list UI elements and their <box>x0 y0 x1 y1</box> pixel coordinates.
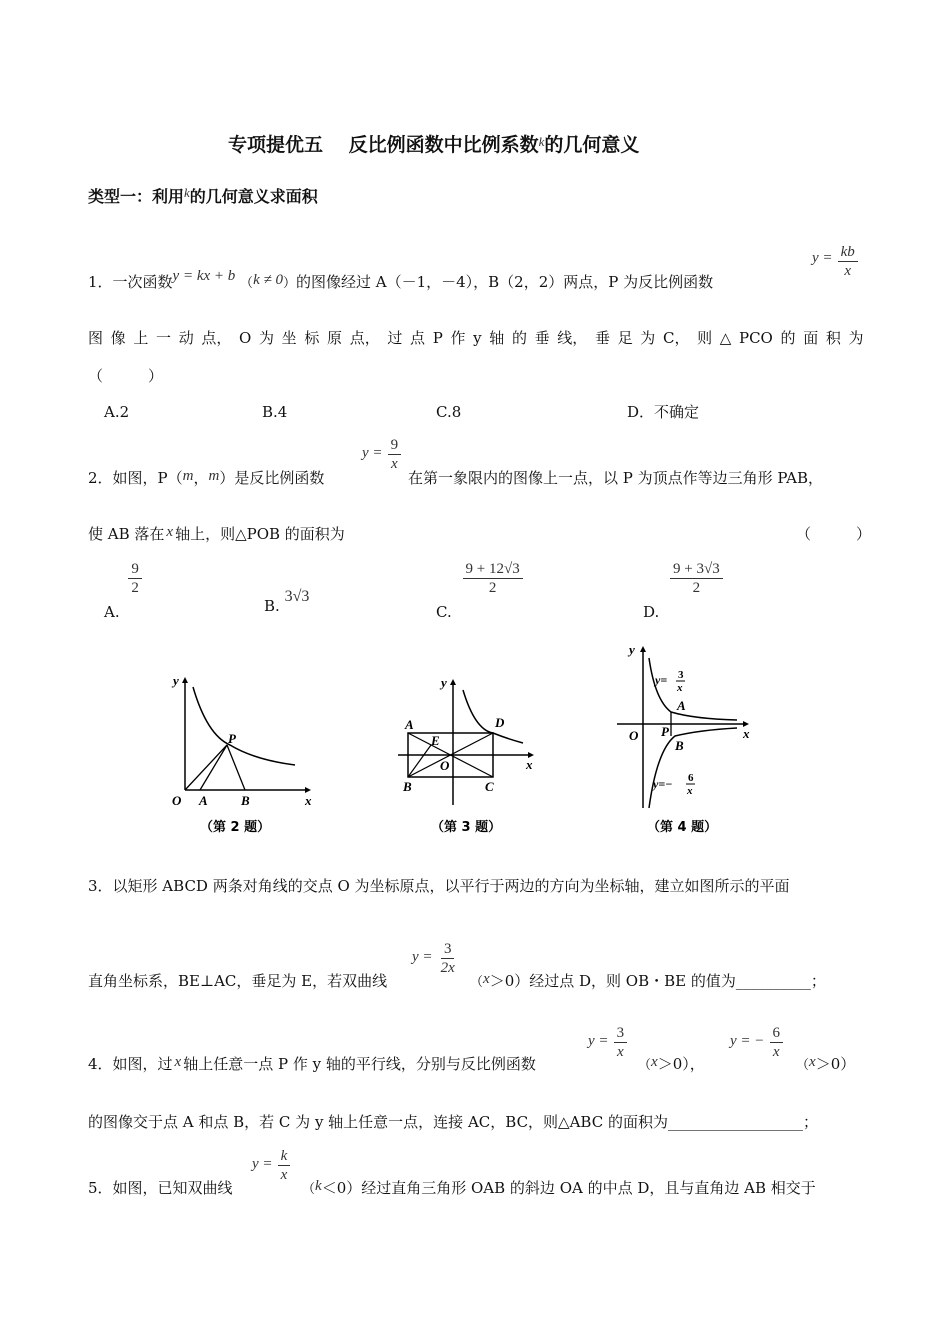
q2-opt-c-den: 2 <box>488 580 497 596</box>
q4-cond-2 <box>796 1054 855 1076</box>
q2-frac-lhs: y = <box>362 445 383 461</box>
section-heading <box>88 184 318 207</box>
q1-w: 过 <box>387 329 403 347</box>
fig2-label-P: P <box>228 731 236 746</box>
fig4-label-B: B <box>675 738 684 753</box>
q2-opt-a-label: A. <box>104 602 120 621</box>
q1-w: 上 <box>133 329 149 347</box>
title-text: 专项提优五 反比例函数中比例系数 <box>228 134 539 156</box>
fig4-label-A: A <box>677 698 686 713</box>
q1-w: 足 <box>617 329 633 347</box>
fig3-label-O: O <box>440 758 450 773</box>
q1-option-a: A.2 <box>104 403 130 421</box>
q1-w: 为 <box>848 329 864 347</box>
q2-m1: m <box>182 468 194 484</box>
q1-w: 标 <box>304 329 320 347</box>
q3-cond-open: （ <box>470 975 484 990</box>
q3-fraction <box>412 940 458 977</box>
section-prefix: 类型一：利用 <box>88 187 185 206</box>
q2-opt-d-label: D. <box>643 602 660 621</box>
q1-w: △ <box>719 329 732 347</box>
section-k: k <box>184 185 190 200</box>
q1-w: PCO <box>738 329 773 347</box>
figure-q3-graph <box>393 665 553 840</box>
q1-cond: k ≠ 0 <box>253 272 283 288</box>
q3-frac <box>438 940 458 977</box>
q5-fraction <box>252 1147 290 1184</box>
q5-c-close: ＜0）经过直角三角形 OAB 的斜边 OA 的中点 D，且与直角边 AB 相交于 <box>321 1179 816 1197</box>
q3-line2-rest <box>470 971 826 993</box>
q1-w: 为 <box>259 329 275 347</box>
fig3-segment-BE <box>408 745 431 777</box>
q2-opt-d-frac <box>670 560 723 597</box>
q1-w: 点， <box>201 329 232 347</box>
q4-c1-open: （ <box>638 1058 652 1073</box>
q3-frac-lhs: y = <box>412 949 433 965</box>
fig4-caption: （第 4 题） <box>647 820 718 835</box>
fig3-y-arrow <box>450 679 456 685</box>
q1-w: P <box>432 329 443 347</box>
q4-f2-den: x <box>772 1044 780 1060</box>
q2-close: ）是反比例函数 <box>219 469 325 487</box>
fig3-label-B: B <box>403 779 412 794</box>
q5-line1-rest <box>302 1178 816 1200</box>
q1-w: 积 <box>825 329 841 347</box>
q2-option-b <box>264 586 310 615</box>
fig4-curve2-label: y=− <box>653 777 673 791</box>
q4-fraction-2 <box>730 1024 783 1061</box>
q2-option-c <box>436 560 523 621</box>
q1-w: 为 <box>640 329 656 347</box>
q1-w: 点， <box>349 329 380 347</box>
fig3-label-C: C <box>485 779 494 794</box>
q2-line2b: 轴上，则△POB 的面积为 <box>175 525 345 543</box>
fig2-segment-OP <box>185 745 227 790</box>
q2-fraction <box>362 436 401 473</box>
q4-c2-x: x <box>809 1054 816 1070</box>
q2-option-d <box>643 560 723 621</box>
q1-w: 面 <box>803 329 819 347</box>
page-title <box>228 130 639 157</box>
q4-c2-open: （ <box>796 1058 810 1073</box>
q1-w: 一 <box>156 329 172 347</box>
q1-fraction <box>812 243 858 280</box>
q3-line2a: 直角坐标系，BE⊥AC，垂足为 E，若双曲线 <box>88 972 388 990</box>
q2-opt-c-frac <box>463 560 523 597</box>
q2-opt-d-den: 2 <box>692 580 701 596</box>
fig3-label-E: E <box>431 733 440 748</box>
figure-q3 <box>393 665 553 840</box>
title-tail: 的几何意义 <box>544 134 640 156</box>
q2-frac-num: 9 <box>388 436 402 455</box>
figure-q2 <box>155 665 315 840</box>
q5-c-open: （ <box>302 1182 316 1197</box>
q4-f1-den: x <box>617 1044 624 1060</box>
q2-m2: m <box>208 468 220 484</box>
q4-f1 <box>614 1024 628 1061</box>
q2-opt-c-num: 9 + 12√3 <box>463 560 523 579</box>
q1-frac-den: x <box>844 263 852 279</box>
q1-option-c: C.8 <box>436 403 462 421</box>
fig2-hyperbola <box>193 687 295 765</box>
q1-w: 轴 <box>489 329 505 347</box>
fig4-curve-positive <box>649 658 737 720</box>
q1-line1 <box>88 268 714 294</box>
fig4-curve2-num: 6 <box>688 772 694 784</box>
q1-cond-close: ） <box>282 276 296 291</box>
fig2-caption: （第 2 题） <box>200 820 271 835</box>
q1-frac-num: kb <box>838 243 858 262</box>
q1-number: 1．一次函数 <box>88 273 173 291</box>
q2-line1-rest: 在第一象限内的图像上一点，以 P 为顶点作等边三角形 PAB， <box>408 469 823 487</box>
q1-w: O <box>239 329 252 347</box>
fig3-caption: （第 3 题） <box>431 820 502 835</box>
q1-w: 点 <box>410 329 426 347</box>
q2-comma: ， <box>193 469 209 487</box>
q3-x: x <box>483 971 490 987</box>
q4-f2 <box>770 1024 784 1061</box>
fig2-y-arrow <box>182 677 188 683</box>
fig3-label-y: y <box>441 675 447 690</box>
fig4-curve1-label: y= <box>655 673 668 687</box>
q4-f2-num: 6 <box>770 1024 784 1043</box>
fig4-label-P: P <box>661 724 669 739</box>
q4-line1a: 4．如图，过 <box>88 1055 173 1073</box>
fig3-label-D: D <box>495 715 505 730</box>
figure-q4 <box>605 638 765 840</box>
fig2-label-A: A <box>199 793 208 808</box>
q1-frac-lhs: y = <box>812 250 833 266</box>
fig4-curve-negative <box>649 728 737 808</box>
q1-w: 的 <box>780 329 796 347</box>
q1-w: 线， <box>557 329 588 347</box>
fig3-label-A: A <box>405 717 414 732</box>
q3-frac-num: 3 <box>441 940 455 959</box>
fig4-curve1-num: 3 <box>678 669 684 681</box>
q3-frac-den: 2x <box>440 960 455 976</box>
q1-option-b: B.4 <box>262 403 288 421</box>
figure-q4-graph <box>605 638 765 840</box>
q4-f1-num: 3 <box>614 1024 628 1043</box>
q2-opt-a-frac <box>128 560 142 597</box>
q4-f2-lhs: y = − <box>730 1033 765 1049</box>
fig4-label-x: x <box>743 726 750 741</box>
q5-frac-lhs: y = <box>252 1156 273 1172</box>
q4-c2-close: ＞0） <box>815 1055 856 1073</box>
q5-frac-den: x <box>280 1167 288 1183</box>
fig4-label-O: O <box>629 728 639 743</box>
fig2-segment-AP <box>200 745 227 790</box>
q1-w: 原 <box>327 329 343 347</box>
q3-line1: 3．以矩形 ABCD 两条对角线的交点 O 为坐标原点，以平行于两边的方向为坐标轴，建立如图所示的平面 <box>88 877 790 895</box>
q4-c1-close: ＞0）， <box>657 1055 705 1073</box>
q2-line2 <box>88 524 345 545</box>
q1-w: 作 <box>450 329 466 347</box>
q4-cond-1 <box>638 1054 705 1076</box>
q2-opt-c-label: C. <box>436 602 452 621</box>
q2-answer-blank: （ ） <box>796 525 872 543</box>
fig2-label-x: x <box>305 793 312 808</box>
q2-number: 2．如图，P（ <box>88 469 183 487</box>
fig2-label-O: O <box>172 793 182 808</box>
q1-w: C， <box>662 329 690 347</box>
q1-w: 垂 <box>594 329 610 347</box>
q2-x: x <box>166 524 174 540</box>
q5-frac-num: k <box>278 1147 291 1166</box>
figure-q2-graph <box>155 665 315 840</box>
fig4-y-arrow <box>640 646 646 652</box>
q1-w: y <box>473 329 482 347</box>
fig2-label-B: B <box>241 793 250 808</box>
q5-line1a: 5．如图，已知双曲线 <box>88 1179 233 1197</box>
q2-opt-b-value: 3√3 <box>284 588 310 605</box>
q2-opt-d-num: 9 + 3√3 <box>670 560 723 579</box>
q4-line1 <box>88 1054 536 1075</box>
q2-opt-a-den: 2 <box>131 580 139 596</box>
q4-fraction-1 <box>588 1024 627 1061</box>
q1-w: 则 <box>697 329 713 347</box>
q2-option-a <box>104 560 142 621</box>
q1-w: 坐 <box>281 329 297 347</box>
q1-w: 像 <box>110 329 126 347</box>
q2-frac-den: x <box>391 456 398 472</box>
q4-c1-x: x <box>651 1054 658 1070</box>
q2-frac <box>388 436 402 473</box>
q4-line2: 的图像交于点 A 和点 B，若 C 为 y 轴上任意一点，连接 AC，BC，则△ABC 的面积为__________________； <box>88 1113 818 1131</box>
fig4-curve1-den: x <box>677 682 683 694</box>
q1-line2 <box>88 328 864 348</box>
fig2-label-y: y <box>173 673 179 688</box>
q1-cond-open: （ <box>240 276 254 291</box>
q1-w: 的 <box>511 329 527 347</box>
title-k: k <box>538 134 545 149</box>
q1-w: 垂 <box>534 329 550 347</box>
q1-linear-eq: y = kx + b <box>172 268 236 284</box>
q2-opt-a-num: 9 <box>128 560 142 579</box>
q4-line1b: 轴上任意一点 P 作 y 轴的平行线，分别与反比例函数 <box>183 1055 536 1073</box>
q3-cond-close: ＞0）经过点 D，则 OB・BE 的值为__________； <box>489 972 826 990</box>
q1-w: 图 <box>88 329 104 347</box>
q5-frac <box>278 1147 291 1184</box>
q1-frac <box>838 243 858 280</box>
q2-opt-b-label: B. <box>264 597 280 615</box>
q4-x: x <box>174 1054 182 1070</box>
q1-answer-blank: （ ） <box>88 367 164 385</box>
q5-c-k: k <box>315 1178 322 1194</box>
fig4-curve2-den: x <box>687 785 693 797</box>
q4-f1-lhs: y = <box>588 1033 609 1049</box>
q2-line2a: 使 AB 落在 <box>88 525 165 543</box>
q1-w: 动 <box>178 329 194 347</box>
q2-line1 <box>88 468 324 489</box>
fig3-label-x: x <box>526 757 533 772</box>
q1-option-d: D．不确定 <box>627 403 700 421</box>
q1-text1: 的图像经过 A（－1，－4），B（2，2）两点，P 为反比例函数 <box>295 273 714 291</box>
fig4-label-y: y <box>629 642 635 657</box>
section-suffix: 的几何意义求面积 <box>189 187 318 206</box>
q3-line2 <box>88 971 387 991</box>
